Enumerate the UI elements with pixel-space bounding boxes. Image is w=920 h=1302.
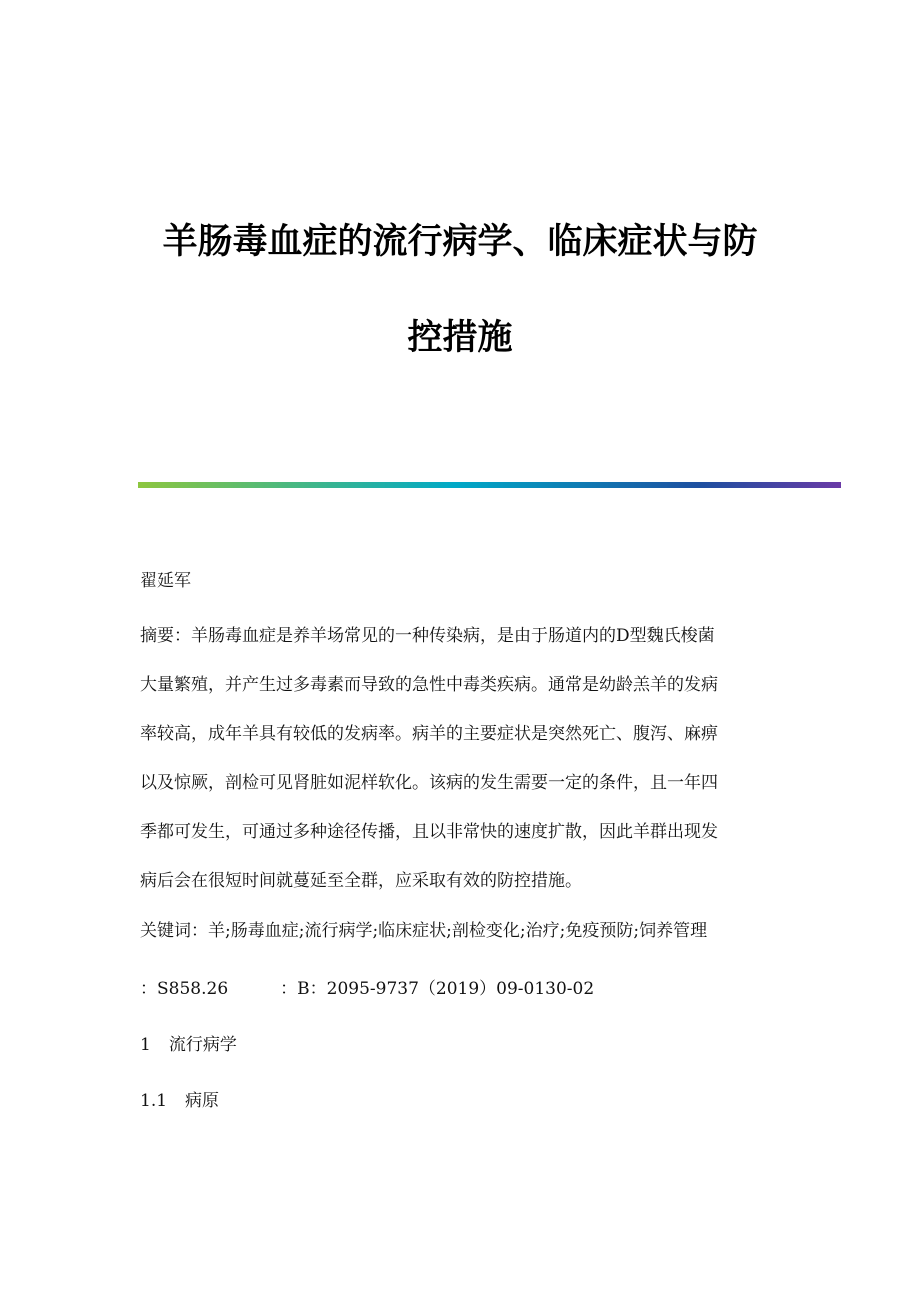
author-name: 翟延军	[140, 571, 191, 591]
section-title: 病原	[185, 1091, 220, 1111]
section-number: 1.1	[140, 1091, 168, 1111]
keywords-line: 关键词：羊;肠毒血症;流行病学;临床症状;剖检变化;治疗;免疫预防;饲养管理	[140, 921, 708, 941]
abstract-line: 大量繁殖，并产生过多毒素而导致的急性中毒类疾病。通常是幼龄羔羊的发病	[140, 675, 718, 695]
gradient-divider	[138, 482, 841, 488]
classification-code: ：S858.26	[140, 979, 229, 999]
abstract-line: 以及惊厥，剖检可见肾脏如泥样软化。该病的发生需要一定的条件，且一年四	[140, 773, 718, 793]
document-title-line-1: 羊肠毒血症的流行病学、临床症状与防	[162, 222, 758, 262]
abstract-line: 季都可发生，可通过多种途径传播，且以非常快的速度扩散，因此羊群出现发	[140, 822, 718, 842]
section-heading-1-1	[140, 1091, 219, 1111]
abstract-line: 摘要：羊肠毒血症是养羊场常见的一种传染病，是由于肠道内的D型魏氏梭菌	[140, 626, 715, 646]
document-title-line-2: 控措施	[407, 318, 513, 358]
document-code: ：B：2095-9737（2019）09-0130-02	[280, 979, 595, 999]
section-heading-1	[140, 1035, 237, 1055]
abstract-line: 病后会在很短时间就蔓延至全群，应采取有效的防控措施。	[140, 871, 582, 891]
abstract-paragraph	[140, 626, 780, 920]
section-title: 流行病学	[168, 1035, 237, 1055]
section-number: 1	[140, 1035, 151, 1055]
classification-line	[140, 979, 594, 999]
abstract-line: 率较高，成年羊具有较低的发病率。病羊的主要症状是突然死亡、腹泻、麻痹	[140, 724, 718, 744]
